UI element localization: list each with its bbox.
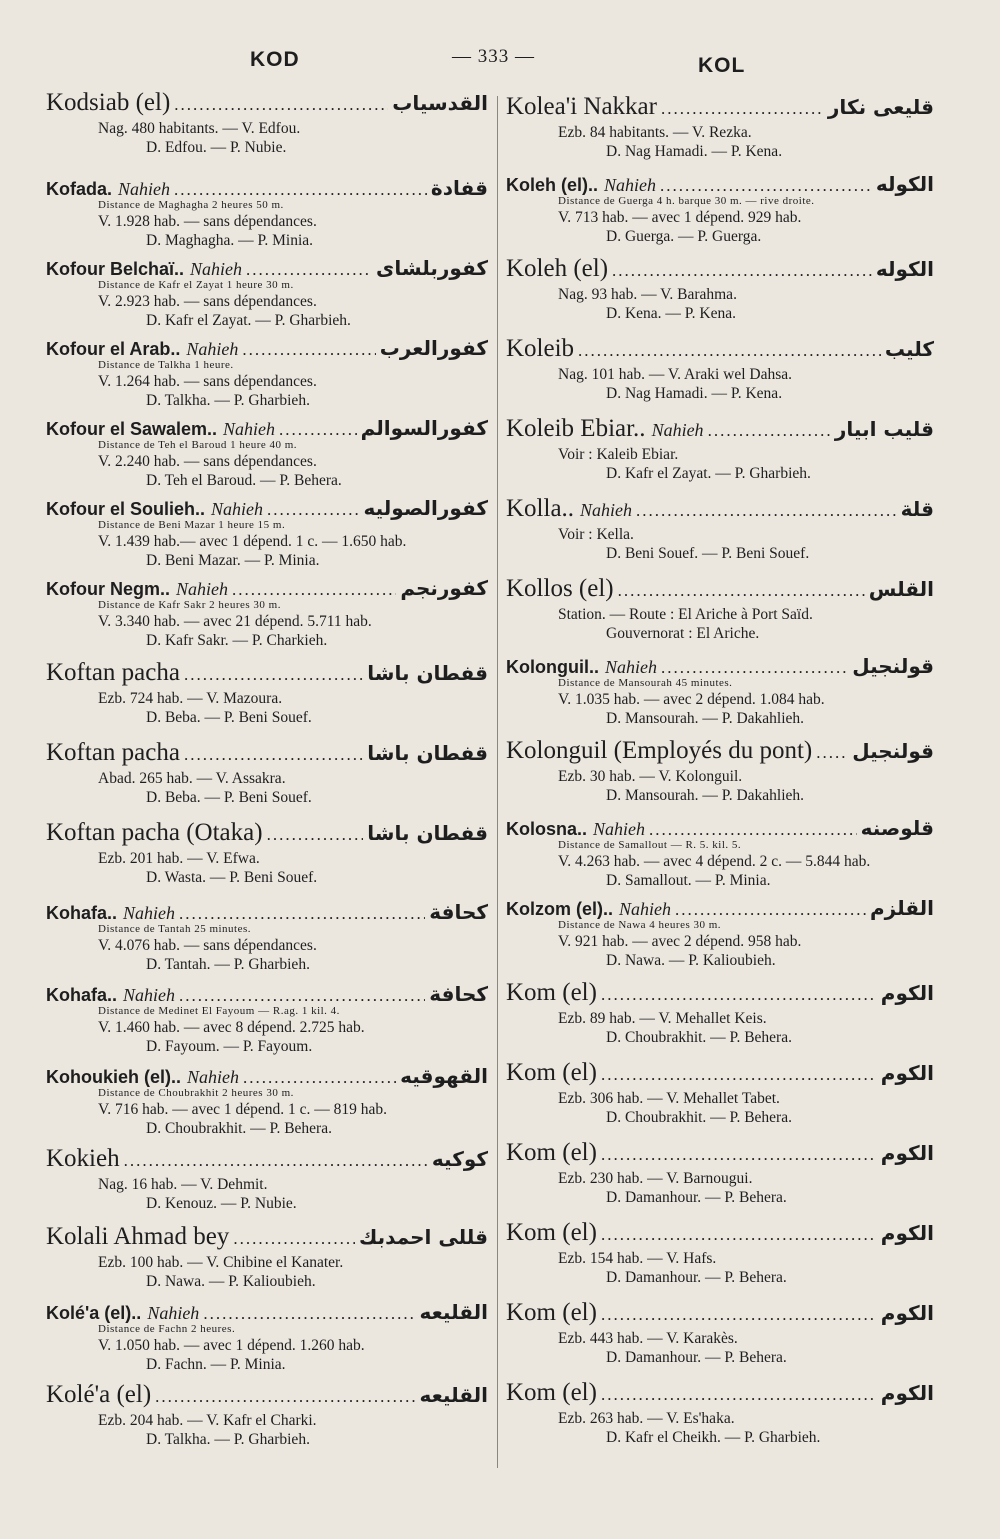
arabic-name: كحافة — [429, 982, 488, 1006]
running-head-left: KOD — [250, 48, 300, 71]
gazetteer-entry — [46, 178, 488, 250]
gazetteer-entry — [506, 898, 934, 970]
district-line: D. Kena. — P. Kena. — [606, 305, 737, 322]
distance-note: Distance de Mansourah 45 minutes. — [558, 677, 733, 689]
population-line: Ezb. 204 hab. — V. Kafr el Charki. — [98, 1412, 317, 1429]
place-name: Kofour el Sawalem.. — [46, 419, 218, 439]
gazetteer-entry — [46, 1066, 488, 1138]
arabic-name: قفطان باشا — [367, 821, 488, 845]
gazetteer-entry — [506, 416, 934, 483]
gazetteer-entry — [506, 94, 934, 161]
gazetteer-entry — [506, 1380, 934, 1447]
entry-heading — [46, 1302, 488, 1322]
district-line: D. Maghagha. — P. Minia. — [146, 232, 314, 249]
arabic-name: الكوم — [880, 1221, 934, 1245]
place-type: Nahieh — [604, 657, 657, 677]
arabic-name: الكوم — [880, 1141, 934, 1165]
population-line: Abad. 265 hab. — V. Assakra. — [98, 770, 286, 787]
arabic-name: كحافة — [429, 900, 488, 924]
entry-heading — [506, 656, 934, 676]
dot-leader — [618, 582, 865, 599]
arabic-name: كفورالصوليه — [363, 496, 488, 520]
dot-leader — [601, 1066, 877, 1083]
population-line: V. 4.263 hab. — avec 4 dépend. 2 c. — 5.844 hab. — [558, 853, 871, 870]
gazetteer-entry — [46, 90, 488, 157]
population-line: Ezb. 100 hab. — V. Chibine el Kanater. — [98, 1254, 344, 1271]
dot-leader — [708, 422, 831, 439]
population-line: V. 1.050 hab. — avec 1 dépend. 1.260 hab. — [98, 1337, 365, 1354]
population-line: V. 1.928 hab. — sans dépendances. — [98, 213, 317, 230]
entry-heading — [506, 576, 934, 601]
arabic-name: القلزم — [869, 896, 934, 920]
place-type: Nahieh — [211, 499, 264, 519]
arabic-name: كفورالعرب — [379, 336, 488, 360]
gazetteer-entry — [46, 258, 488, 330]
dot-leader — [660, 177, 872, 194]
gazetteer-entry — [46, 902, 488, 974]
dot-leader — [279, 421, 357, 438]
place-type: Nahieh — [186, 339, 239, 359]
place-type: Nahieh — [619, 899, 671, 919]
district-line: D. Damanhour. — P. Behera. — [606, 1269, 787, 1286]
population-line: Ezb. 724 hab. — V. Mazoura. — [98, 690, 283, 707]
place-name: Koleib Ebiar.. — [506, 415, 646, 442]
dot-leader — [601, 986, 877, 1003]
arabic-name: الكوم — [880, 1061, 934, 1085]
arabic-name: قفادة — [430, 176, 488, 200]
district-line: D. Teh el Baroud. — P. Behera. — [146, 472, 342, 489]
gazetteer-entry — [506, 1300, 934, 1367]
entry-heading — [506, 1140, 934, 1165]
place-type: Nahieh — [651, 420, 704, 440]
gazetteer-entry — [46, 1382, 488, 1449]
population-line: Ezb. 230 hab. — V. Barnougui. — [558, 1170, 753, 1187]
entry-heading — [506, 496, 934, 521]
gazetteer-entry — [46, 740, 488, 807]
arabic-name: القلس — [868, 577, 934, 601]
dot-leader — [675, 901, 866, 918]
distance-note: Distance de Beni Mazar 1 heure 15 m. — [98, 519, 286, 531]
place-name: Kom (el) — [506, 979, 597, 1006]
gazetteer-entry — [46, 1224, 488, 1291]
district-line: D. Talkha. — P. Gharbieh. — [146, 1431, 310, 1448]
arabic-name: الكوم — [880, 1301, 934, 1325]
population-line: Ezb. 443 hab. — V. Karakès. — [558, 1330, 738, 1347]
dot-leader — [816, 744, 848, 761]
gazetteer-entry — [46, 1146, 488, 1213]
district-line: D. Nawa. — P. Kalioubieh. — [606, 952, 776, 969]
place-name: Kom (el) — [506, 1059, 597, 1086]
dot-leader — [233, 1230, 355, 1247]
dot-leader — [179, 987, 425, 1004]
arabic-name: الكوم — [880, 1381, 934, 1405]
gazetteer-entry — [46, 498, 488, 570]
arabic-name: قفطان باشا — [367, 741, 488, 765]
dot-leader — [601, 1386, 877, 1403]
population-line: V. 1.264 hab. — sans dépendances. — [98, 373, 317, 390]
dot-leader — [601, 1146, 877, 1163]
entry-heading — [46, 1382, 488, 1407]
entry-heading — [46, 902, 488, 922]
entry-heading — [46, 1066, 488, 1086]
population-line: Ezb. 30 hab. — V. Kolonguil. — [558, 768, 743, 785]
page-number: — 333 — — [452, 46, 535, 67]
arabic-name: القليعه — [419, 1383, 488, 1407]
gazetteer-entry — [46, 660, 488, 727]
district-line: D. Kafr el Cheikh. — P. Gharbieh. — [606, 1429, 821, 1446]
dot-leader — [267, 826, 364, 843]
gazetteer-entry — [506, 738, 934, 805]
distance-note: Distance de Talkha 1 heure. — [98, 359, 234, 371]
place-name: Kom (el) — [506, 1139, 597, 1166]
place-name: Kofour el Soulieh.. — [46, 499, 206, 519]
place-type: Nahieh — [176, 579, 228, 599]
place-name: Kolea'i Nakkar — [506, 93, 657, 120]
gazetteer-entry — [506, 656, 934, 728]
place-type: Nahieh — [118, 179, 171, 199]
dot-leader — [124, 1152, 428, 1169]
gazetteer-entry — [506, 336, 934, 403]
place-type: Nahieh — [223, 419, 276, 439]
population-line: Nag. 16 hab. — V. Dehmit. — [98, 1176, 268, 1193]
dot-leader — [184, 746, 363, 763]
district-line: D. Kafr el Zayat. — P. Gharbieh. — [146, 312, 351, 329]
population-line: V. 2.923 hab. — sans dépendances. — [98, 293, 317, 310]
district-line: D. Wasta. — P. Beni Souef. — [146, 869, 318, 886]
place-name: Koleib — [506, 335, 575, 362]
gazetteer-entry — [506, 174, 934, 246]
dot-leader — [267, 501, 359, 518]
entry-heading — [46, 178, 488, 198]
district-line: D. Kafr Sakr. — P. Charkieh. — [146, 632, 328, 649]
entry-heading — [46, 578, 488, 598]
entry-heading — [46, 660, 488, 685]
place-name: Koftan pacha (Otaka) — [46, 819, 263, 846]
place-type: Nahieh — [147, 1303, 200, 1323]
district-line: D. Damanhour. — P. Behera. — [606, 1189, 787, 1206]
place-name: Kolla.. — [506, 495, 575, 522]
population-line: Voir : Kella. — [558, 526, 634, 543]
place-type: Nahieh — [580, 500, 633, 520]
arabic-name: قولنجيل — [852, 654, 934, 678]
arabic-name: القدسياب — [392, 91, 488, 115]
gazetteer-entry — [46, 578, 488, 650]
gazetteer-entry — [46, 1302, 488, 1374]
population-line: V. 716 hab. — avec 1 dépend. 1 c. — 819 hab. — [98, 1101, 387, 1118]
entry-heading — [506, 1380, 934, 1405]
population-line: V. 3.340 hab. — avec 21 dépend. 5.711 hab. — [98, 613, 372, 630]
dot-leader — [649, 821, 857, 838]
entry-heading — [46, 1224, 488, 1249]
place-name: Kom (el) — [506, 1219, 597, 1246]
place-name: Koftan pacha — [46, 659, 180, 686]
place-name: Kollos (el) — [506, 575, 614, 602]
place-type: Nahieh — [604, 175, 657, 195]
place-name: Kolé'a (el) — [46, 1381, 152, 1408]
gazetteer-entry — [46, 984, 488, 1056]
population-line: Nag. 480 habitants. — V. Edfou. — [98, 120, 301, 137]
district-line: D. Guerga. — P. Guerga. — [606, 228, 762, 245]
population-line: V. 4.076 hab. — sans dépendances. — [98, 937, 317, 954]
gazetteer-entry — [506, 818, 934, 890]
dot-leader — [174, 181, 427, 198]
place-type: Nahieh — [187, 1067, 239, 1087]
district-line: Gouvernorat : El Ariche. — [606, 625, 760, 642]
district-line: D. Beni Souef. — P. Beni Souef. — [606, 545, 810, 562]
gazetteer-entry — [46, 820, 488, 887]
entry-heading — [506, 1300, 934, 1325]
distance-note: Distance de Tantah 25 minutes. — [98, 923, 252, 935]
place-name: Kofour el Arab.. — [46, 339, 181, 359]
district-line: D. Nag Hamadi. — P. Kena. — [606, 385, 783, 402]
district-line: D. Kenouz. — P. Nubie. — [146, 1195, 297, 1212]
entry-heading — [46, 820, 488, 845]
entry-heading — [506, 1060, 934, 1085]
distance-note: Distance de Medinet El Fayoum — R.ag. 1 kil. 4. — [98, 1005, 340, 1017]
district-line: D. Beba. — P. Beni Souef. — [146, 789, 312, 806]
distance-note: Distance de Maghagha 2 heures 50 m. — [98, 199, 284, 211]
arabic-name: الكوله — [875, 172, 934, 196]
place-name: Kohoukieh (el).. — [46, 1067, 181, 1087]
population-line: Nag. 93 hab. — V. Barahma. — [558, 286, 737, 303]
place-type: Nahieh — [123, 903, 176, 923]
entry-heading — [46, 418, 488, 438]
place-name: Kohafa.. — [46, 985, 118, 1005]
dot-leader — [578, 342, 881, 359]
district-line: D. Talkha. — P. Gharbieh. — [146, 392, 310, 409]
distance-note: Distance de Teh el Baroud 1 heure 40 m. — [98, 439, 298, 451]
dot-leader — [242, 341, 375, 358]
place-name: Kolonguil.. — [506, 657, 599, 677]
population-line: V. 713 hab. — avec 1 dépend. 929 hab. — [558, 209, 802, 226]
dot-leader — [232, 581, 396, 598]
entry-heading — [506, 980, 934, 1005]
district-line: D. Edfou. — P. Nubie. — [146, 139, 287, 156]
arabic-name: كفوربلشاى — [376, 256, 488, 280]
place-type: Nahieh — [190, 259, 243, 279]
gazetteer-entry — [506, 1220, 934, 1287]
place-name: Kofour Belchaï.. — [46, 259, 185, 279]
district-line: D. Damanhour. — P. Behera. — [606, 1349, 787, 1366]
entry-heading — [506, 174, 934, 194]
entry-heading — [506, 416, 934, 441]
dot-leader — [636, 502, 897, 519]
place-name: Kom (el) — [506, 1299, 597, 1326]
place-name: Kolonguil (Employés du pont) — [506, 737, 813, 764]
district-line: D. Nag Hamadi. — P. Kena. — [606, 143, 783, 160]
entry-heading — [506, 94, 934, 119]
entry-heading — [46, 740, 488, 765]
place-name: Kofada. — [46, 179, 113, 199]
district-line: D. Choubrakhit. — P. Behera. — [606, 1029, 792, 1046]
district-line: D. Mansourah. — P. Dakahlieh. — [606, 710, 805, 727]
arabic-name: قفطان باشا — [367, 661, 488, 685]
district-line: D. Fayoum. — P. Fayoum. — [146, 1038, 313, 1055]
district-line: D. Choubrakhit. — P. Behera. — [146, 1120, 332, 1137]
gazetteer-entry — [506, 980, 934, 1047]
place-type: Nahieh — [593, 819, 646, 839]
dot-leader — [155, 1388, 415, 1405]
arabic-name: كفورالسوالم — [360, 416, 488, 440]
arabic-name: القهوقيه — [400, 1064, 488, 1088]
district-line: D. Choubrakhit. — P. Behera. — [606, 1109, 792, 1126]
place-name: Kolzom (el).. — [506, 899, 613, 919]
population-line: V. 921 hab. — avec 2 dépend. 958 hab. — [558, 933, 802, 950]
distance-note: Distance de Kafr Sakr 2 heures 30 m. — [98, 599, 281, 611]
entry-heading — [46, 258, 488, 278]
gazetteer-entry — [506, 1060, 934, 1127]
population-line: Ezb. 154 hab. — V. Hafs. — [558, 1250, 717, 1267]
arabic-name: قولنجيل — [852, 739, 934, 763]
gazetteer-entry — [46, 418, 488, 490]
gazetteer-entry — [506, 1140, 934, 1207]
running-head-right: KOL — [698, 54, 746, 77]
entry-heading — [46, 498, 488, 518]
distance-note: Distance de Guerga 4 h. barque 30 m. — rive droite. — [558, 195, 815, 207]
dot-leader — [246, 261, 372, 278]
population-line: Nag. 101 hab. — V. Araki wel Dahsa. — [558, 366, 793, 383]
population-line: Ezb. 201 hab. — V. Efwa. — [98, 850, 260, 867]
gazetteer-entry — [506, 576, 934, 643]
dot-leader — [203, 1305, 415, 1322]
population-line: Ezb. 306 hab. — V. Mehallet Tabet. — [558, 1090, 780, 1107]
arabic-name: كوكيه — [431, 1147, 488, 1171]
entry-heading — [46, 1146, 488, 1171]
district-line: D. Mansourah. — P. Dakahlieh. — [606, 787, 805, 804]
distance-note: Distance de Samallout — R. 5. kil. 5. — [558, 839, 742, 851]
arabic-name: كليب — [884, 337, 934, 361]
arabic-name: قلة — [900, 497, 934, 521]
population-line: Ezb. 89 hab. — V. Mehallet Keis. — [558, 1010, 767, 1027]
place-name: Kofour Negm.. — [46, 579, 170, 599]
place-name: Kolé'a (el).. — [46, 1303, 142, 1323]
arabic-name: قليب ابيار — [834, 417, 934, 441]
population-line: Ezb. 263 hab. — V. Es'haka. — [558, 1410, 735, 1427]
entry-heading — [506, 336, 934, 361]
district-line: D. Fachn. — P. Minia. — [146, 1356, 286, 1373]
place-name: Kom (el) — [506, 1379, 597, 1406]
distance-note: Distance de Fachn 2 heures. — [98, 1323, 236, 1335]
district-line: D. Tantah. — P. Gharbieh. — [146, 956, 310, 973]
place-type: Nahieh — [123, 985, 176, 1005]
entry-heading — [506, 738, 934, 763]
population-line: Ezb. 84 habitants. — V. Rezka. — [558, 124, 752, 141]
entry-heading — [46, 90, 488, 115]
distance-note: Distance de Nawa 4 heures 30 m. — [558, 919, 722, 931]
dot-leader — [243, 1069, 396, 1086]
arabic-name: قلوصنه — [860, 816, 934, 840]
dot-leader — [184, 666, 363, 683]
population-line: V. 2.240 hab. — sans dépendances. — [98, 453, 317, 470]
place-name: Kodsiab (el) — [46, 89, 171, 116]
arabic-name: القليعه — [419, 1300, 488, 1324]
dot-leader — [661, 659, 848, 676]
dot-leader — [601, 1306, 877, 1323]
arabic-name: الكوله — [875, 257, 934, 281]
district-line: D. Beba. — P. Beni Souef. — [146, 709, 312, 726]
place-name: Kolosna.. — [506, 819, 588, 839]
column-divider — [497, 96, 498, 1468]
population-line: V. 1.439 hab.— avec 1 dépend. 1 c. — 1.650 hab. — [98, 533, 407, 550]
dot-leader — [174, 96, 388, 113]
arabic-name: قليعى نكار — [827, 95, 934, 119]
gazetteer-entry — [506, 256, 934, 323]
arabic-name: قللى احمدبك — [359, 1225, 488, 1249]
place-name: Koftan pacha — [46, 739, 180, 766]
gazetteer-entry — [506, 496, 934, 563]
district-line: D. Nawa. — P. Kalioubieh. — [146, 1273, 316, 1290]
district-line: D. Beni Mazar. — P. Minia. — [146, 552, 320, 569]
dot-leader — [179, 905, 425, 922]
dot-leader — [612, 262, 872, 279]
place-name: Kokieh — [46, 1145, 120, 1172]
dot-leader — [601, 1226, 877, 1243]
population-line: Voir : Kaleib Ebiar. — [558, 446, 679, 463]
arabic-name: الكوم — [880, 981, 934, 1005]
district-line: D. Samallout. — P. Minia. — [606, 872, 771, 889]
place-name: Koleh (el).. — [506, 175, 599, 195]
entry-heading — [506, 256, 934, 281]
entry-heading — [46, 338, 488, 358]
dot-leader — [661, 100, 824, 117]
place-name: Kolali Ahmad bey — [46, 1223, 230, 1250]
district-line: D. Kafr el Zayat. — P. Gharbieh. — [606, 465, 811, 482]
place-name: Kohafa.. — [46, 903, 118, 923]
entry-heading — [506, 898, 934, 918]
page-header — [0, 46, 1000, 82]
gazetteer-entry — [46, 338, 488, 410]
entry-heading — [506, 1220, 934, 1245]
place-name: Koleh (el) — [506, 255, 609, 282]
population-line: V. 1.035 hab. — avec 2 dépend. 1.084 hab. — [558, 691, 825, 708]
population-line: Station. — Route : El Ariche à Port Saïd. — [558, 606, 813, 623]
arabic-name: كفورنجم — [400, 576, 488, 600]
entry-heading — [506, 818, 934, 838]
entry-heading — [46, 984, 488, 1004]
distance-note: Distance de Kafr el Zayat 1 heure 30 m. — [98, 279, 294, 291]
distance-note: Distance de Choubrakhit 2 heures 30 m. — [98, 1087, 294, 1099]
population-line: V. 1.460 hab. — avec 8 dépend. 2.725 hab. — [98, 1019, 365, 1036]
